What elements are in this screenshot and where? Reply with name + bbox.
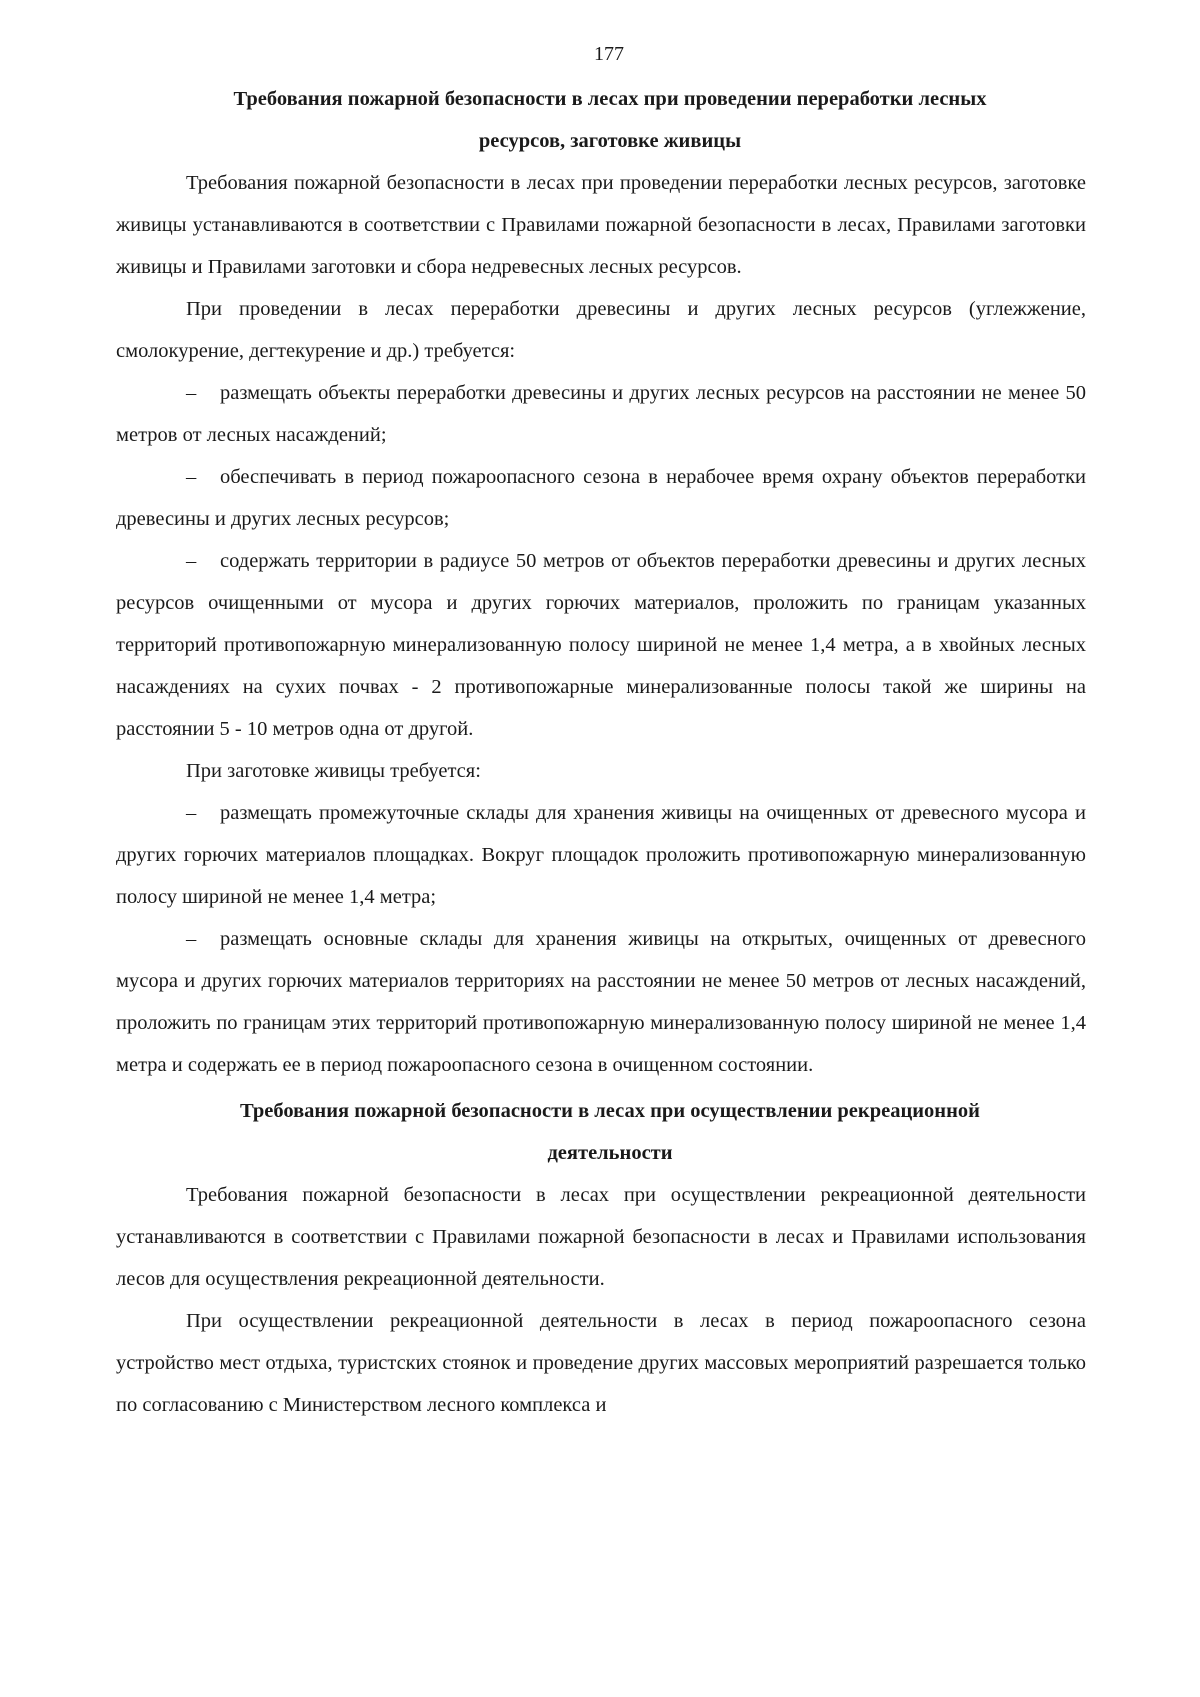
list-item-text: размещать промежуточные склады для хранения живицы на очищенных от древесного мусора и других горючих материалов площадках. Вокруг площадок проложить противопожарную минерализованную полосу шириной не менее 1,4 метра; — [116, 802, 1086, 908]
paragraph-resin-lead: При заготовке живицы требуется: — [186, 760, 481, 782]
list-item — [116, 792, 1086, 918]
dash-bullet: – — [186, 550, 197, 572]
list-item-text: размещать объекты переработки древесины и других лесных ресурсов на расстоянии не менее 50 метров от лесных насаждений; — [116, 382, 1086, 446]
section-heading-processing — [116, 78, 1086, 162]
list-item — [116, 372, 1086, 456]
dash-bullet: – — [186, 802, 197, 824]
list-item — [116, 540, 1086, 750]
section-heading-recreation — [116, 1090, 1086, 1174]
document-page — [116, 34, 1086, 1426]
list-item — [116, 456, 1086, 540]
list-item-text: обеспечивать в период пожароопасного сезона в нерабочее время охрану объектов переработки древесины и других лесных ресурсов; — [116, 466, 1086, 530]
list-item — [116, 918, 1086, 1086]
heading-line-2: деятельности — [547, 1142, 673, 1164]
section-recreation — [116, 1090, 1086, 1426]
paragraph-recreation-intro: Требования пожарной безопасности в лесах при осуществлении рекреационной деятельности устанавливаются в соответствии с Правилами пожарной безопасности в лесах и Правилами использования лесов для осуществления рекреационной деятельности. — [116, 1184, 1086, 1290]
paragraph-intro: Требования пожарной безопасности в лесах при проведении переработки лесных ресурсов, заготовке живицы устанавливаются в соответствии с Правилами пожарной безопасности в лесах, Правилами заготовки живицы и Правилами заготовки и сбора недревесных лесных ресурсов. — [116, 172, 1086, 278]
section-processing — [116, 78, 1086, 1086]
paragraph-recreation-season: При осуществлении рекреационной деятельности в лесах в период пожароопасного сезона устройство мест отдыха, туристских стоянок и проведение других массовых мероприятий разрешается только по согласованию с Министерством лесного комплекса и — [116, 1310, 1086, 1416]
heading-line-2: ресурсов, заготовке живицы — [478, 130, 742, 152]
list-item-text: содержать территории в радиусе 50 метров от объектов переработки древесины и других лесных ресурсов очищенными от мусора и других горючих материалов, проложить по границам указанных территорий противопожарную минерализованную полосу шириной не менее 1,4 метра, а в хвойных лесных насаждениях на сухих почвах - 2 противопожарные минерализованные полосы такой же ширины на расстоянии 5 - 10 метров одна от другой. — [116, 550, 1086, 740]
heading-line-1: Требования пожарной безопасности в лесах при осуществлении рекреационной — [239, 1100, 980, 1122]
paragraph-processing-lead: При проведении в лесах переработки древесины и других лесных ресурсов (углежжение, смолокурение, дегтекурение и др.) требуется: — [116, 298, 1086, 362]
dash-bullet: – — [186, 382, 197, 404]
dash-bullet: – — [186, 928, 197, 950]
heading-line-1: Требования пожарной безопасности в лесах при проведении переработки лесных — [233, 88, 987, 110]
list-item-text: размещать основные склады для хранения живицы на открытых, очищенных от древесного мусора и других горючих материалов территориях на расстоянии не менее 50 метров от лесных насаждений, проложить по границам этих территорий противопожарную минерализованную полосу шириной не менее 1,4 метра и содержать ее в период пожароопасного сезона в очищенном состоянии. — [116, 928, 1086, 1076]
dash-bullet: – — [186, 466, 197, 488]
page-number: 177 — [594, 43, 624, 65]
